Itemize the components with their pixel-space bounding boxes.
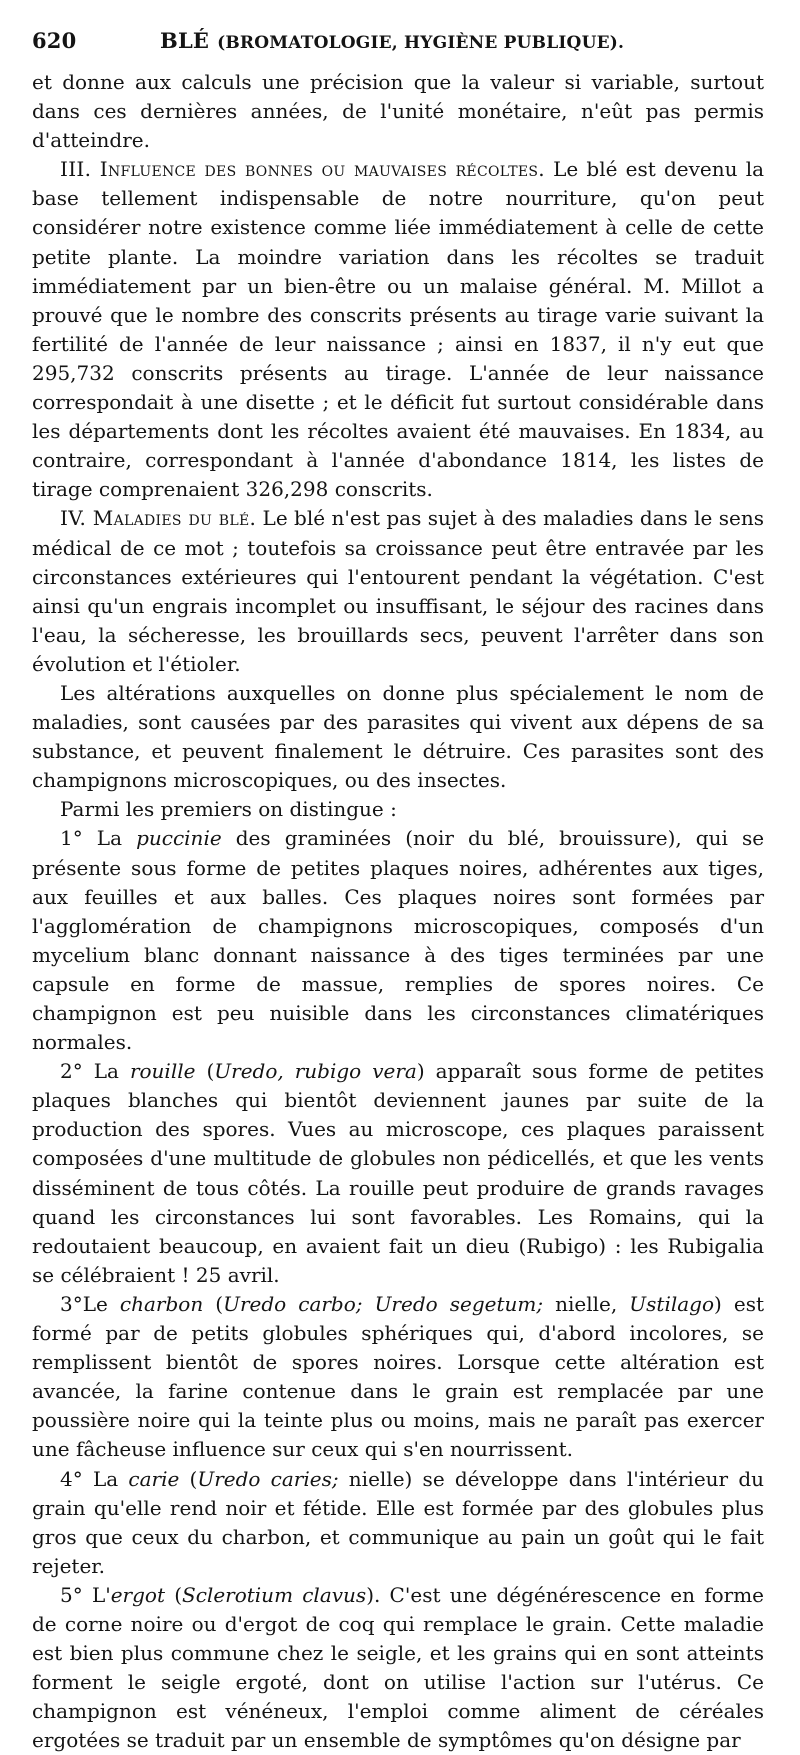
- paren-open: (: [206, 1059, 215, 1084]
- section-iii-paragraph: [32, 155, 764, 504]
- paren-open: (: [215, 1291, 224, 1316]
- section-iv-heading: IV. Maladies du blé.: [60, 506, 257, 531]
- article: La: [92, 1466, 119, 1491]
- term-ergot: ergot: [110, 1582, 165, 1607]
- term-charbon: charbon: [119, 1291, 204, 1316]
- section-iii-text: Le blé est devenu la base tellement indispensable de notre nourriture, qu'on peut considérer notre existence comme liée immédiatement à celle de cette petite plante. La moindre variation dans les récoltes se traduit immédiatement par un bien-être ou un malaise général. M. Millot a prouvé que le nombre des conscrits présents au tirage varie suivant la fertilité de l'année de leur naissance ; ainsi en 1837, il n'y eut que 295,732 conscrits présents au tirage. L'année de leur naissance correspondait à une disette ; et le déficit fut surtout considérable dans les départements dont les récoltes avaient été mauvaises. En 1834, au contraire, correspondant à l'année d'abondance 1814, les listes de tirage comprenaient 326,298 conscrits.: [32, 157, 765, 502]
- list-item-number: 3°: [60, 1291, 83, 1316]
- header-subtitle: (BROMATOLOGIE, HYGIÈNE PUBLIQUE).: [217, 33, 625, 53]
- section-iii-heading: III. Influence des bonnes ou mauvaises récoltes.: [60, 157, 545, 182]
- paragraph-intro-list: Parmi les premiers on distingue :: [60, 797, 397, 822]
- section-iv-paragraph: [32, 504, 764, 679]
- body-text: [32, 68, 764, 1755]
- running-header: [32, 28, 764, 68]
- article: La: [96, 826, 123, 851]
- term-puccinie: puccinie: [136, 826, 222, 851]
- list-item-ergot: [32, 1581, 764, 1755]
- article: Le: [82, 1291, 108, 1316]
- paren-open: (: [174, 1582, 183, 1607]
- list-item-puccinie: [32, 824, 764, 1057]
- list-item-charbon: [32, 1290, 764, 1465]
- list-item-number: 2°: [60, 1059, 83, 1084]
- list-item-number: 1°: [60, 826, 83, 851]
- paren-open: (: [189, 1466, 198, 1491]
- page-number: 620: [32, 28, 77, 53]
- term-rouille: rouille: [129, 1059, 196, 1084]
- article: La: [93, 1059, 119, 1084]
- latin-name: Uredo carbo; Uredo segetum;: [223, 1291, 544, 1316]
- paragraph-alterations: Les altérations auxquelles on donne plus spécialement le nom de maladies, sont causées par des parasites qui vivent aux dépens de sa substance, et peuvent finalement le détruire. Ces parasites sont des champignons microscopiques, ou des insectes.: [32, 680, 764, 793]
- list-item-text: ) est formé par de petits globules sphériques qui, d'abord incolores, se remplissent bientôt de spores noires. Lorsque cette altération est avancée, la farine contenue dans le grain est remplacée par une poussière noire qui la teinte plus ou moins, mais ne paraît pas exercer une fâcheuse influence sur ceux qui s'en nourrissent.: [32, 1291, 765, 1462]
- list-item-text: ). C'est une dégénérescence en forme de corne noire ou d'ergot de coq qui remplace le grain. Cette maladie est bien plus commune chez le seigle, et les grains qui en sont atteints forment le seigle ergoté, dont on utilise l'action sur l'utérus. Ce champignon est vénéneux, l'emploi comme aliment de céréales ergotées se traduit par un ensemble de symptômes qu'on désigne par: [32, 1582, 765, 1753]
- list-item-carie: [32, 1465, 764, 1581]
- article: L': [91, 1582, 111, 1607]
- header-title: BLÉ: [160, 28, 210, 53]
- section-iv-text: Le blé n'est pas sujet à des maladies dans le sens médical de ce mot ; toutefois sa croissance peut être entravée par les circonstances extérieures qui l'entourent pendant la végétation. C'est ainsi qu'un engrais incomplet ou insuffisant, le séjour des racines dans l'eau, la sécheresse, les brouillards secs, peuvent l'arrêter dans son évolution et l'étioler.: [32, 506, 764, 676]
- list-item-number: 5°: [60, 1582, 83, 1607]
- list-item-text: nielle) se développe dans l'intérieur du grain qu'elle rend noir et fétide. Elle est formée par des globules plus gros que ceux du charbon, et communique au pain un goût qui le fait rejeter.: [32, 1466, 765, 1578]
- list-item-number: 4°: [60, 1466, 83, 1491]
- latin-name: Ustilago: [629, 1291, 715, 1316]
- term-carie: carie: [128, 1466, 180, 1491]
- common-name: nielle,: [543, 1291, 630, 1316]
- latin-name: Uredo, rubigo vera: [214, 1059, 417, 1084]
- paragraph-continuation: et donne aux calculs une précision que la valeur si variable, surtout dans ces dernières années, de l'unité monétaire, n'eût pas permis d'atteindre.: [32, 70, 764, 153]
- list-item-rouille: [32, 1057, 764, 1290]
- latin-name: Uredo caries;: [197, 1466, 339, 1491]
- latin-name: Sclerotium clavus: [182, 1582, 367, 1607]
- list-item-text: ) apparaît sous forme de petites plaques blanches qui bientôt deviennent jaunes par suite de la production des spores. Vues au microscope, ces plaques paraissent composées d'une multitude de globules non pédicellés, et que les vents disséminent de tous côtés. La rouille peut produire de grands ravages quand les circonstances lui sont favorables. Les Romains, qui la redoutaient beaucoup, en avaient fait un dieu (Rubigo) : les Rubigalia se célébraient ! 25 avril.: [32, 1059, 765, 1287]
- list-item-text: des graminées (noir du blé, brouissure), qui se présente sous forme de petites plaques noires, adhérentes aux tiges, aux feuilles et aux balles. Ces plaques noires sont formées par l'agglomération de champignons microscopiques, composés d'un mycelium blanc donnant naissance à des tiges terminées par une capsule en forme de massue, remplies de spores noires. Ce champignon est peu nuisible dans les circonstances climatériques normales.: [32, 826, 765, 1055]
